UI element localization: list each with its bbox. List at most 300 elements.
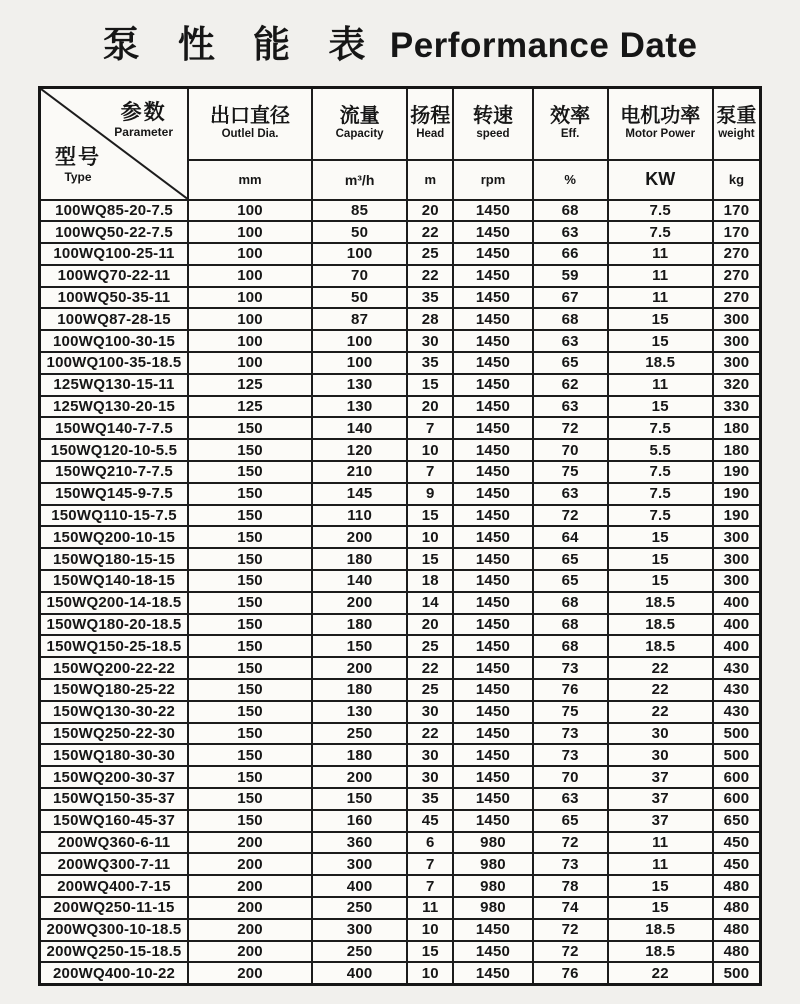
value-cell: 11 [608,832,713,854]
value-cell: 37 [608,810,713,832]
value-cell: 14 [407,592,453,614]
value-cell: 30 [608,744,713,766]
table-row [40,701,761,723]
value-cell: 22 [407,221,453,243]
value-cell: 300 [312,853,407,875]
value-cell: 15 [407,374,453,396]
column-header-en: Outlel Dia. [221,128,279,141]
model-cell: 150WQ120-10-5.5 [40,439,189,461]
model-cell: 125WQ130-20-15 [40,396,189,418]
value-cell: 72 [533,941,608,963]
value-cell: 72 [533,505,608,527]
value-cell: 63 [533,788,608,810]
page-title-zh: 泵 性 能 表 [102,24,380,65]
value-cell: 270 [713,287,761,309]
value-cell: 100 [312,352,407,374]
value-cell: 22 [407,723,453,745]
value-cell: 73 [533,723,608,745]
value-cell: 1450 [453,200,532,222]
value-cell: 70 [533,766,608,788]
value-cell: 1450 [453,330,532,352]
value-cell: 320 [713,374,761,396]
value-cell: 100 [188,265,312,287]
value-cell: 73 [533,744,608,766]
value-cell: 250 [312,941,407,963]
table-body [40,200,761,985]
value-cell: 980 [453,897,532,919]
value-cell: 480 [713,919,761,941]
value-cell: 25 [407,243,453,265]
value-cell: 25 [407,635,453,657]
value-cell: 7 [407,853,453,875]
model-cell: 150WQ180-15-15 [40,548,189,570]
value-cell: 75 [533,461,608,483]
table-row [40,788,761,810]
table-row [40,635,761,657]
value-cell: 64 [533,526,608,548]
value-cell: 35 [407,287,453,309]
value-cell: 360 [312,832,407,854]
column-header-en: Capacity [335,128,384,141]
value-cell: 11 [608,243,713,265]
value-cell: 11 [608,287,713,309]
value-cell: 30 [407,766,453,788]
value-cell: 68 [533,592,608,614]
value-cell: 400 [713,592,761,614]
column-header-zh: 泵重 [716,105,757,128]
value-cell: 18.5 [608,635,713,657]
corner-type-label [55,146,101,185]
value-cell: 1450 [453,483,532,505]
value-cell: 1450 [453,679,532,701]
table-row [40,875,761,897]
table-row [40,919,761,941]
value-cell: 15 [608,330,713,352]
value-cell: 7.5 [608,483,713,505]
value-cell: 130 [312,396,407,418]
value-cell: 150 [188,526,312,548]
value-cell: 125 [188,396,312,418]
value-cell: 1450 [453,657,532,679]
page-title [0,14,800,68]
value-cell: 150 [312,635,407,657]
table-row [40,723,761,745]
value-cell: 25 [407,679,453,701]
value-cell: 180 [713,417,761,439]
value-cell: 300 [713,330,761,352]
value-cell: 100 [312,243,407,265]
value-cell: 1450 [453,505,532,527]
value-cell: 190 [713,505,761,527]
table-row [40,461,761,483]
performance-table [38,86,762,986]
value-cell: 7.5 [608,417,713,439]
value-cell: 7 [407,461,453,483]
value-cell: 170 [713,200,761,222]
value-cell: 480 [713,941,761,963]
column-header-en: Motor Power [625,128,696,141]
model-cell: 150WQ150-25-18.5 [40,635,189,657]
corner-parameter-label [114,101,173,140]
value-cell: 6 [407,832,453,854]
table-row [40,439,761,461]
column-header-head [407,88,453,160]
column-header-zh: 电机功率 [620,105,701,128]
value-cell: 100 [188,221,312,243]
model-cell: 150WQ130-30-22 [40,701,189,723]
value-cell: 100 [312,330,407,352]
value-cell: 140 [312,417,407,439]
value-cell: 980 [453,875,532,897]
value-cell: 190 [713,461,761,483]
table-row [40,832,761,854]
value-cell: 30 [407,701,453,723]
value-cell: 150 [188,548,312,570]
value-cell: 15 [608,548,713,570]
value-cell: 35 [407,788,453,810]
value-cell: 200 [312,766,407,788]
table-row [40,505,761,527]
value-cell: 87 [312,308,407,330]
column-header-outlet-dia [188,88,312,160]
value-cell: 1450 [453,548,532,570]
table-row [40,526,761,548]
value-cell: 1450 [453,723,532,745]
value-cell: 430 [713,701,761,723]
table-row [40,570,761,592]
value-cell: 30 [407,744,453,766]
value-cell: 980 [453,832,532,854]
value-cell: 200 [188,832,312,854]
table-row [40,221,761,243]
value-cell: 1450 [453,287,532,309]
column-header-en: speed [476,128,510,141]
model-cell: 150WQ200-14-18.5 [40,592,189,614]
model-cell: 150WQ180-25-22 [40,679,189,701]
value-cell: 1450 [453,614,532,636]
value-cell: 100 [188,352,312,374]
value-cell: 7 [407,875,453,897]
value-cell: 980 [453,853,532,875]
column-header-efficiency [533,88,608,160]
value-cell: 11 [608,374,713,396]
value-cell: 11 [608,853,713,875]
value-cell: 67 [533,287,608,309]
table-row [40,330,761,352]
column-header-en: Eff. [560,128,580,141]
value-cell: 1450 [453,810,532,832]
table-row [40,417,761,439]
value-cell: 1450 [453,308,532,330]
value-cell: 72 [533,919,608,941]
value-cell: 7.5 [608,200,713,222]
value-cell: 125 [188,374,312,396]
value-cell: 200 [188,941,312,963]
value-cell: 1450 [453,919,532,941]
value-cell: 18 [407,570,453,592]
value-cell: 600 [713,788,761,810]
value-cell: 7.5 [608,461,713,483]
value-cell: 500 [713,962,761,984]
value-cell: 480 [713,897,761,919]
value-cell: 140 [312,570,407,592]
value-cell: 300 [713,570,761,592]
value-cell: 73 [533,657,608,679]
table-row [40,744,761,766]
table-row [40,897,761,919]
value-cell: 150 [188,788,312,810]
column-header-zh: 流量 [339,105,380,128]
value-cell: 1450 [453,374,532,396]
value-cell: 450 [713,853,761,875]
value-cell: 15 [407,548,453,570]
value-cell: 1450 [453,439,532,461]
column-header-weight [713,88,761,160]
table-row [40,483,761,505]
value-cell: 250 [312,897,407,919]
value-cell: 150 [188,505,312,527]
value-cell: 1450 [453,592,532,614]
table-row [40,308,761,330]
value-cell: 20 [407,396,453,418]
model-cell: 125WQ130-15-11 [40,374,189,396]
value-cell: 63 [533,396,608,418]
value-cell: 10 [407,919,453,941]
model-cell: 100WQ50-35-11 [40,287,189,309]
value-cell: 250 [312,723,407,745]
value-cell: 150 [188,439,312,461]
value-cell: 7.5 [608,221,713,243]
model-cell: 200WQ360-6-11 [40,832,189,854]
value-cell: 20 [407,200,453,222]
value-cell: 22 [608,701,713,723]
unit-cell-kw: KW [608,160,713,200]
value-cell: 480 [713,875,761,897]
unit-cell-m3h: m³/h [312,160,407,200]
model-cell: 100WQ100-35-18.5 [40,352,189,374]
column-header-zh: 扬程 [410,105,451,128]
model-cell: 150WQ145-9-7.5 [40,483,189,505]
corner-parameter-zh: 参数 [120,101,167,124]
value-cell: 200 [312,657,407,679]
model-cell: 200WQ250-11-15 [40,897,189,919]
value-cell: 68 [533,635,608,657]
value-cell: 68 [533,614,608,636]
value-cell: 190 [713,483,761,505]
table-row [40,941,761,963]
column-header-capacity [312,88,407,160]
value-cell: 30 [407,330,453,352]
value-cell: 30 [608,723,713,745]
value-cell: 10 [407,526,453,548]
table-row [40,810,761,832]
value-cell: 7 [407,417,453,439]
value-cell: 200 [188,875,312,897]
value-cell: 18.5 [608,592,713,614]
value-cell: 150 [188,657,312,679]
value-cell: 20 [407,614,453,636]
value-cell: 180 [312,614,407,636]
model-cell: 150WQ140-18-15 [40,570,189,592]
value-cell: 1450 [453,221,532,243]
value-cell: 200 [188,897,312,919]
value-cell: 150 [188,614,312,636]
value-cell: 22 [407,265,453,287]
value-cell: 1450 [453,243,532,265]
unit-cell-m: m [407,160,453,200]
table-row [40,766,761,788]
model-cell: 200WQ400-7-15 [40,875,189,897]
table-row [40,614,761,636]
model-cell: 150WQ210-7-7.5 [40,461,189,483]
value-cell: 150 [188,461,312,483]
value-cell: 500 [713,723,761,745]
value-cell: 150 [188,679,312,701]
value-cell: 100 [188,308,312,330]
value-cell: 180 [312,744,407,766]
table-row [40,853,761,875]
model-cell: 100WQ100-30-15 [40,330,189,352]
column-header-en: Head [416,128,445,141]
model-cell: 150WQ200-30-37 [40,766,189,788]
value-cell: 18.5 [608,352,713,374]
table-row [40,548,761,570]
value-cell: 150 [188,810,312,832]
model-cell: 100WQ85-20-7.5 [40,200,189,222]
table-row [40,243,761,265]
unit-cell-mm: mm [188,160,312,200]
value-cell: 10 [407,439,453,461]
value-cell: 1450 [453,526,532,548]
value-cell: 85 [312,200,407,222]
value-cell: 150 [312,788,407,810]
value-cell: 430 [713,679,761,701]
value-cell: 7.5 [608,505,713,527]
value-cell: 145 [312,483,407,505]
value-cell: 1450 [453,744,532,766]
value-cell: 120 [312,439,407,461]
model-cell: 150WQ140-7-7.5 [40,417,189,439]
value-cell: 68 [533,200,608,222]
value-cell: 59 [533,265,608,287]
value-cell: 75 [533,701,608,723]
value-cell: 74 [533,897,608,919]
value-cell: 15 [608,875,713,897]
value-cell: 62 [533,374,608,396]
value-cell: 65 [533,352,608,374]
value-cell: 300 [312,919,407,941]
model-cell: 150WQ110-15-7.5 [40,505,189,527]
table-row [40,396,761,418]
table-row [40,352,761,374]
value-cell: 270 [713,265,761,287]
value-cell: 130 [312,701,407,723]
table-row [40,265,761,287]
value-cell: 1450 [453,788,532,810]
value-cell: 1450 [453,265,532,287]
value-cell: 15 [608,570,713,592]
value-cell: 100 [188,200,312,222]
model-cell: 200WQ400-10-22 [40,962,189,984]
value-cell: 22 [608,657,713,679]
value-cell: 150 [188,417,312,439]
column-header-speed [453,88,532,160]
table-row [40,962,761,984]
value-cell: 1450 [453,635,532,657]
value-cell: 400 [713,614,761,636]
value-cell: 200 [312,592,407,614]
value-cell: 1450 [453,396,532,418]
value-cell: 72 [533,832,608,854]
value-cell: 65 [533,810,608,832]
value-cell: 1450 [453,941,532,963]
model-cell: 200WQ300-7-11 [40,853,189,875]
value-cell: 28 [407,308,453,330]
value-cell: 100 [188,330,312,352]
value-cell: 300 [713,352,761,374]
value-cell: 68 [533,308,608,330]
table-row [40,287,761,309]
value-cell: 330 [713,396,761,418]
value-cell: 1450 [453,461,532,483]
value-cell: 11 [407,897,453,919]
value-cell: 500 [713,744,761,766]
value-cell: 400 [312,962,407,984]
value-cell: 600 [713,766,761,788]
value-cell: 9 [407,483,453,505]
value-cell: 22 [608,962,713,984]
value-cell: 100 [188,287,312,309]
value-cell: 70 [533,439,608,461]
value-cell: 65 [533,570,608,592]
value-cell: 180 [713,439,761,461]
model-cell: 150WQ200-10-15 [40,526,189,548]
unit-cell-rpm: rpm [453,160,532,200]
value-cell: 76 [533,962,608,984]
value-cell: 180 [312,679,407,701]
value-cell: 37 [608,788,713,810]
model-cell: 200WQ300-10-18.5 [40,919,189,941]
value-cell: 15 [407,505,453,527]
model-cell: 200WQ250-15-18.5 [40,941,189,963]
column-header-zh: 出口直径 [210,105,291,128]
value-cell: 200 [188,853,312,875]
table-row [40,200,761,222]
value-cell: 150 [188,592,312,614]
column-header-motor-power [608,88,713,160]
value-cell: 130 [312,374,407,396]
corner-type-en: Type [64,170,92,185]
value-cell: 1450 [453,962,532,984]
value-cell: 650 [713,810,761,832]
value-cell: 200 [188,919,312,941]
value-cell: 300 [713,548,761,570]
value-cell: 66 [533,243,608,265]
unit-cell-pct: % [533,160,608,200]
value-cell: 73 [533,853,608,875]
value-cell: 210 [312,461,407,483]
value-cell: 270 [713,243,761,265]
value-cell: 150 [188,766,312,788]
value-cell: 150 [188,723,312,745]
model-cell: 100WQ70-22-11 [40,265,189,287]
value-cell: 1450 [453,570,532,592]
value-cell: 37 [608,766,713,788]
value-cell: 150 [188,744,312,766]
model-cell: 150WQ250-22-30 [40,723,189,745]
value-cell: 300 [713,308,761,330]
value-cell: 1450 [453,701,532,723]
